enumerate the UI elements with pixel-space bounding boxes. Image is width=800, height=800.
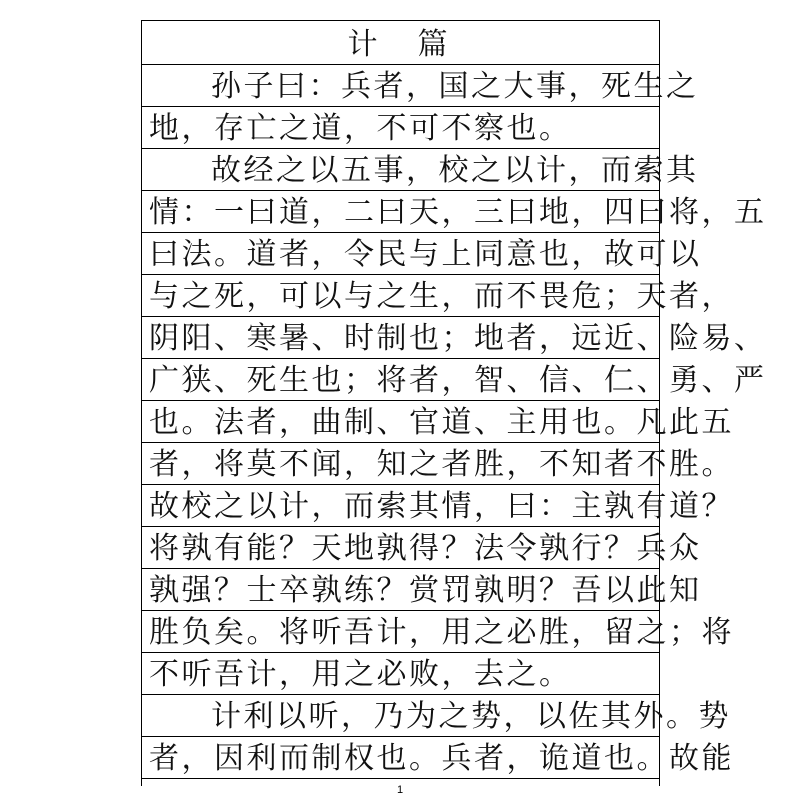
text-line [141,232,702,274]
text-line-content: 地，存亡之道，不可不察也。 [149,111,572,146]
text-line [141,190,767,232]
ruled-line [141,778,660,779]
title-row [141,20,660,64]
text-line-content: 故经之以五事，校之以计，而索其 [211,153,699,188]
text-line [141,106,660,148]
text-line [141,316,767,358]
text-line-content: 广狭、死生也；将者，智、信、仁、勇、严 [149,363,767,398]
text-line [141,64,699,106]
text-line-content: 计利以听，乃为之势，以佐其外。势 [211,699,731,734]
text-line-content: 孙子曰：兵者，国之大事，死生之 [211,69,699,104]
text-line-content: 也。法者，曲制、官道、主用也。凡此五 [149,405,734,440]
text-line [141,274,734,316]
text-line [141,358,767,400]
page-title: 计篇 [347,27,488,62]
text-line-content: 不听吾计，用之必败，去之。 [149,657,572,692]
text-line [141,526,702,568]
page-number: 1 [396,784,404,796]
text-line-content: 与之死，可以与之生，而不畏危；天者， [149,279,734,314]
text-line [141,400,734,442]
text-line-content: 故校之以计，而索其情，曰：主孰有道？ [149,489,734,524]
text-line [141,652,660,694]
text-line [141,148,699,190]
text-line-content: 孰强？士卒孰练？赏罚孰明？吾以此知 [149,573,702,608]
text-line [141,484,734,526]
text-line-content: 将孰有能？天地孰得？法令孰行？兵众 [149,531,702,566]
text-line-content: 者，将莫不闻，知之者胜，不知者不胜。 [149,447,734,482]
text-line-content: 者，因利而制权也。兵者，诡道也。故能 [149,741,734,776]
text-line [141,442,734,484]
text-line-content: 阴阳、寒暑、时制也；地者，远近、险易、 [149,321,767,356]
text-line [141,610,734,652]
text-line-content: 胜负矣。将听吾计，用之必胜，留之；将 [149,615,734,650]
text-line-content: 情：一曰道，二曰天，三曰地，四曰将，五 [149,195,767,230]
text-line [141,694,731,736]
text-line [141,736,734,778]
text-line [141,568,702,610]
text-line-content: 曰法。道者，令民与上同意也，故可以 [149,237,702,272]
